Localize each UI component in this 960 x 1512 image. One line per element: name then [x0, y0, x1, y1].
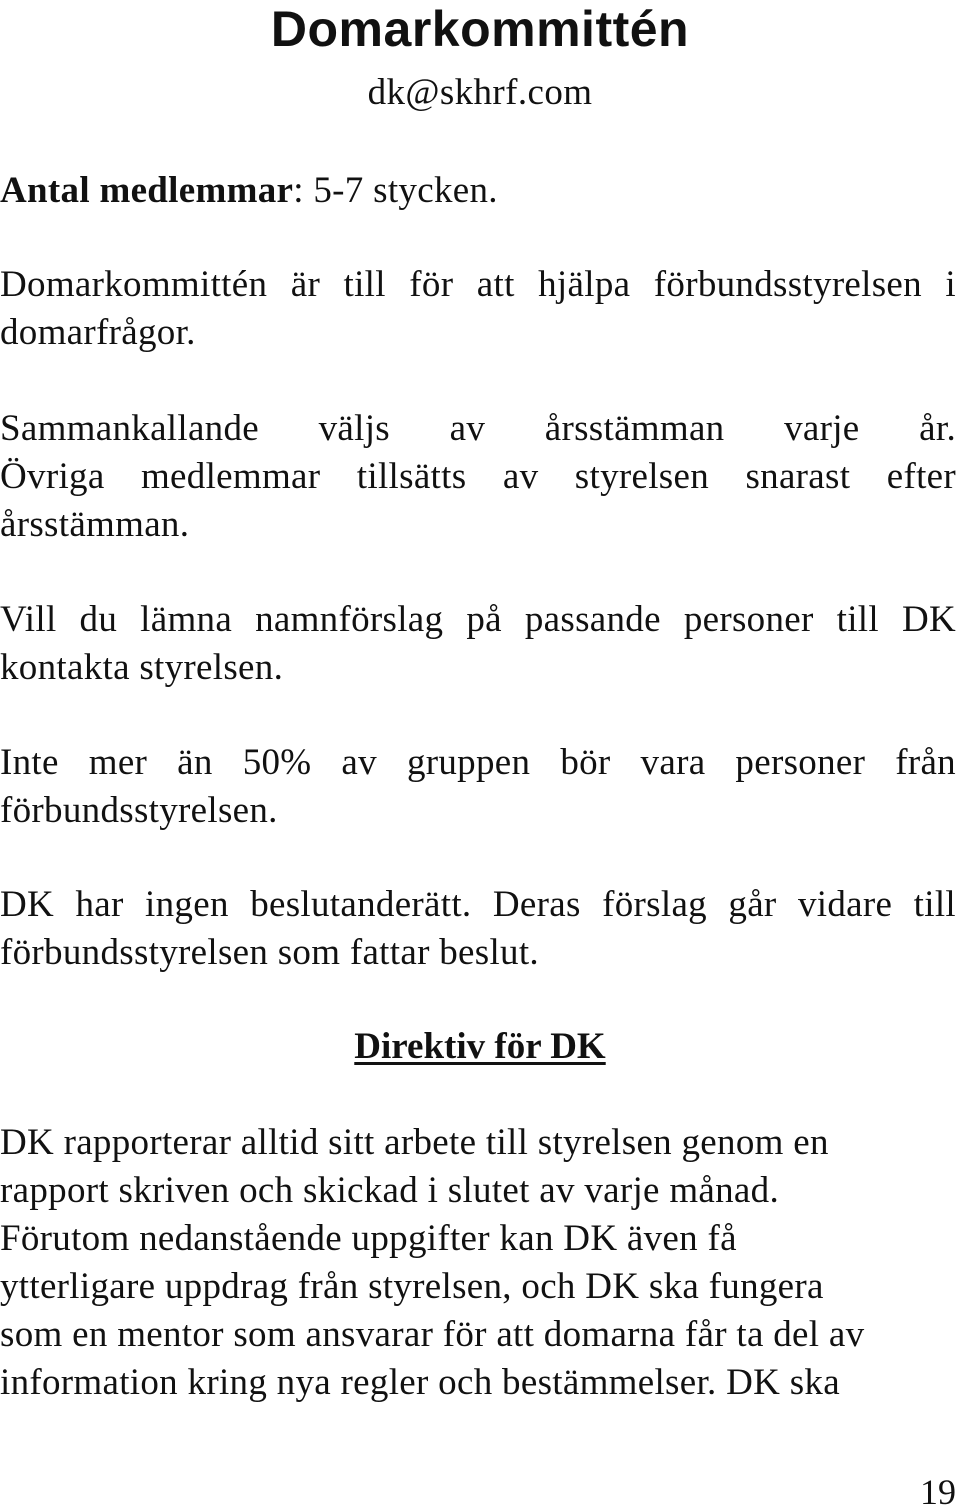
paragraph-line: Sammankallande väljs av årsstämman varje år.: [0, 408, 956, 449]
paragraph-line: kontakta styrelsen.: [0, 647, 284, 688]
member-count: [0, 168, 956, 214]
paragraph-line: domarfrågor.: [0, 312, 196, 353]
member-count-value: : 5-7 stycken.: [293, 170, 498, 211]
paragraph-line: Vill du lämna namnförslag på passande personer till DK: [0, 599, 956, 640]
paragraph-line: Inte mer än 50% av gruppen bör vara personer från: [0, 742, 956, 783]
paragraph-line: Övriga medlemmar tillsätts av styrelsen snarast efter: [0, 456, 956, 497]
paragraph-line: DK har ingen beslutanderätt. Deras förslag går vidare till: [0, 884, 956, 925]
section-heading-text: Direktiv för DK: [354, 1026, 606, 1067]
directive-line: information kring nya regler och bestämmelser. DK ska: [0, 1362, 840, 1403]
directive-line: ytterligare uppdrag från styrelsen, och DK ska fungera: [0, 1266, 824, 1307]
section-heading: [0, 1024, 960, 1070]
member-count-label: Antal medlemmar: [0, 170, 294, 211]
directive-line: rapport skriven och skickad i slutet av varje månad.: [0, 1170, 779, 1211]
paragraph-line: årsstämman.: [0, 504, 190, 545]
paragraph-line: förbundsstyrelsen som fattar beslut.: [0, 932, 539, 973]
email-address: dk@skhrf.com: [367, 72, 593, 113]
paragraph-line: Domarkommittén är till för att hjälpa förbundsstyrelsen i: [0, 264, 956, 305]
directive-line: Förutom nedanstående uppgifter kan DK även få: [0, 1218, 737, 1259]
page-number: 19: [920, 1472, 956, 1512]
directive-line: DK rapporterar alltid sitt arbete till styrelsen genom en: [0, 1122, 829, 1163]
page-title: Domarkommittén: [270, 1, 690, 57]
paragraph-line: förbundsstyrelsen.: [0, 790, 278, 831]
directive-line: som en mentor som ansvarar för att domarna får ta del av: [0, 1314, 865, 1355]
